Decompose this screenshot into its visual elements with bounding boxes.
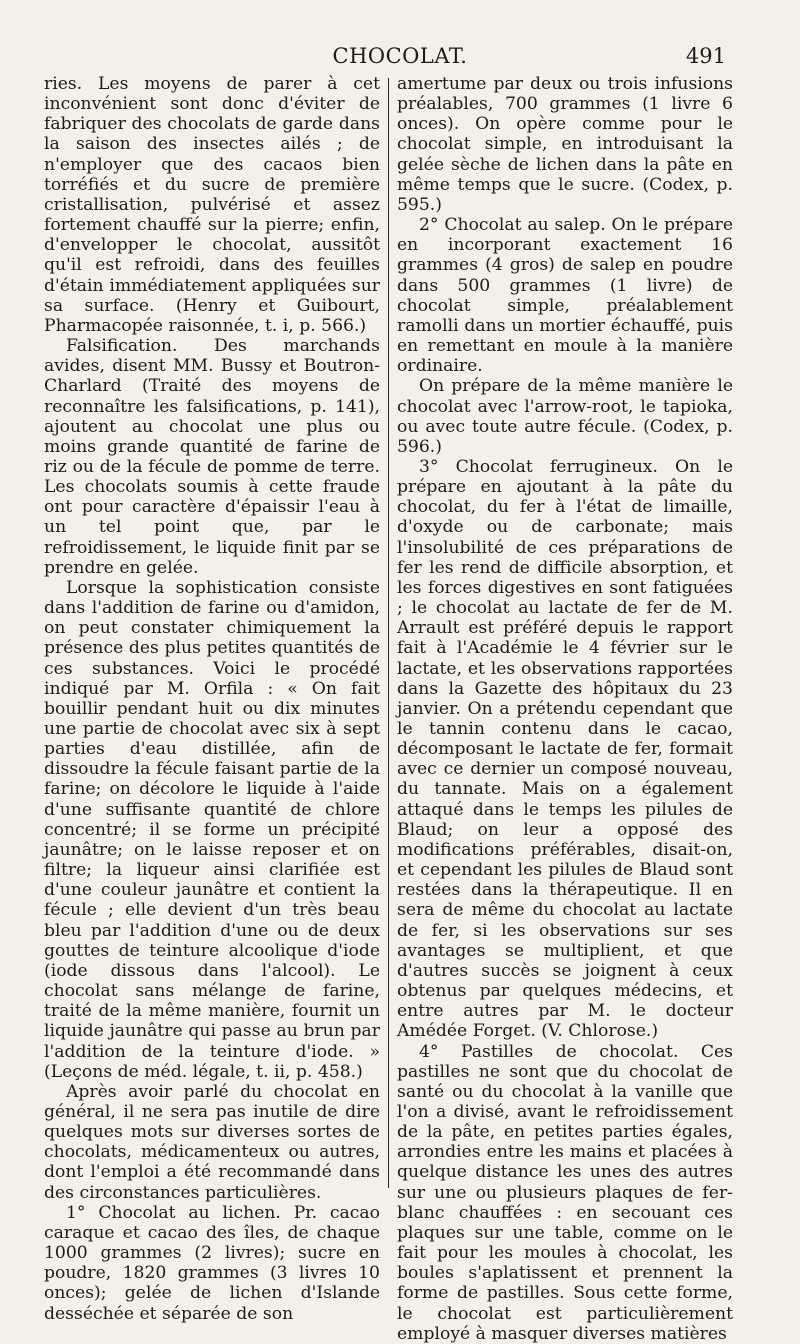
paragraph-chocolat-lichen: 1° Chocolat au lichen. Pr. cacao caraque et cacao des îles, de chaque 1000 grammes (2 livres); sucre en poudre, 1820 grammes (3 livres 10 onces); gelée de lichen d'Islande desséchée et séparée de son bbox=[44, 1202, 380, 1324]
running-title: CHOCOLAT. bbox=[332, 44, 468, 68]
paragraph-chocolat-ferrugineux: 3° Chocolat ferrugineux. On le prépare en ajoutant à la pâte du chocolat, du fer à l'état de limaille, d'oxyde ou de carbonate; mais l'insolubilité de ces préparations de fer les rend de difficile absorption, et les forces digestives en sont fatiguées ; le chocolat au lactate de fer de M. Arrault est préféré depuis le rapport fait à l'Académie le 4 février sur le lactate, et les observations rapportées dans la Gazette des hôpitaux du 23 janvier. On a prétendu cependant que le tannin contenu dans le cacao, décomposant le lactate de fer, formait avec ce dernier un composé nouveau, du tannate. Mais on a également attaqué dans le temps les pilules de Blaud; on leur a opposé des modifications préférables, disait-on, et cependant les pilules de Blaud sont restées dans la thérapeutique. Il en sera de même du chocolat au lactate de fer, si les observations sur ses avantages se multiplient, et que d'autres succès se joignent à ceux obtenus par quelques médecins, et entre autres par M. le docteur Amédée Forget. (V. Chlorose.) bbox=[397, 456, 733, 1042]
right-column bbox=[397, 74, 733, 1344]
page-number: 491 bbox=[685, 44, 726, 68]
page-header bbox=[0, 42, 800, 72]
column-divider bbox=[388, 78, 389, 1188]
paragraph-diverses-sortes: Après avoir parlé du chocolat en général, il ne sera pas inutile de dire quelques mots sur diverses sortes de chocolats, médicamenteux ou autres, dont l'emploi a été recommandé dans des circonstances particulières. bbox=[44, 1081, 380, 1203]
paragraph-arrow-root: On prépare de la même manière le chocolat avec l'arrow-root, le tapioka, ou avec toute autre fécule. (Codex, p. 596.) bbox=[397, 376, 733, 457]
paragraph-conservation: ries. Les moyens de parer à cet inconvénient sont donc d'éviter de fabriquer des chocolats de garde dans la saison des insectes ailés ; de n'employer que des cacaos bien torréfiés et du sucre de première cristallisation, pulvérisé et assez fortement chauffé sur la pierre; enfin, d'envelopper le chocolat, aussitôt qu'il est refroidi, dans des feuilles d'étain immédiatement appliquées sur sa surface. (Henry et Guibourt, Pharmacopée raisonnée, t. i, p. 566.) bbox=[44, 74, 380, 336]
paragraph-pastilles: 4° Pastilles de chocolat. Ces pastilles ne sont que du chocolat de santé ou du chocolat à la vanille que l'on a divisé, avant le refroidissement de la pâte, en petites parties égales, arrondies entre les mains et placées à quelque distance les unes des autres sur une ou plusieurs plaques de fer-blanc chauffées : en secouant ces plaques sur une table, comme on le fait pour les moules à chocolat, les boules s'aplatissent et prennent la forme de pastilles. Sous cette forme, le chocolat est particulièrement employé à masquer diverses matières bbox=[397, 1041, 733, 1344]
paragraph-chocolat-salep: 2° Chocolat au salep. On le prépare en incorporant exactement 16 grammes (4 gros) de salep en poudre dans 500 grammes (1 livre) de chocolat simple, préalablement ramolli dans un mortier échauffé, puis en remettant en moule à la manière ordinaire. bbox=[397, 215, 733, 377]
paragraph-lichen-suite: amertume par deux ou trois infusions préalables, 700 grammes (1 livre 6 onces). On opère comme pour le chocolat simple, en introduisant la gelée sèche de lichen dans la pâte en même temps que le sucre. (Codex, p. 595.) bbox=[397, 74, 733, 215]
paragraph-falsification: Falsification. Des marchands avides, disent MM. Bussy et Boutron-Charlard (Traité des moyens de reconnaître les falsifications, p. 141), ajoutent au chocolat une plus ou moins grande quantité de farine de riz ou de la fécule de pomme de terre. Les chocolats soumis à cette fraude ont pour caractère d'épaissir l'eau à un tel point que, par le refroidissement, le liquide finit par se prendre en gelée. bbox=[44, 336, 380, 578]
left-column bbox=[44, 74, 380, 1324]
paragraph-orfila-procedure: Lorsque la sophistication consiste dans l'addition de farine ou d'amidon, on peut constater chimiquement la présence des plus petites quantités de ces substances. Voici le procédé indiqué par M. Orfila : « On fait bouillir pendant huit ou dix minutes une partie de chocolat avec six à sept parties d'eau distillée, afin de dissoudre la fécule faisant partie de la farine; on décolore le liquide à l'aide d'une suffisante quantité de chlore concentré; il se forme un précipité jaunâtre; on le laisse reposer et on filtre; la liqueur ainsi clarifiée est d'une couleur jaunâtre et contient la fécule ; elle devient d'un très beau bleu par l'addition d'une ou de deux gouttes de teinture alcoolique d'iode (iode dissous dans l'alcool). Le chocolat sans mélange de farine, traité de la même manière, fournit un liquide jaunâtre qui passe au brun par l'addition de la teinture d'iode. » (Leçons de méd. légale, t. ii, p. 458.) bbox=[44, 577, 380, 1082]
